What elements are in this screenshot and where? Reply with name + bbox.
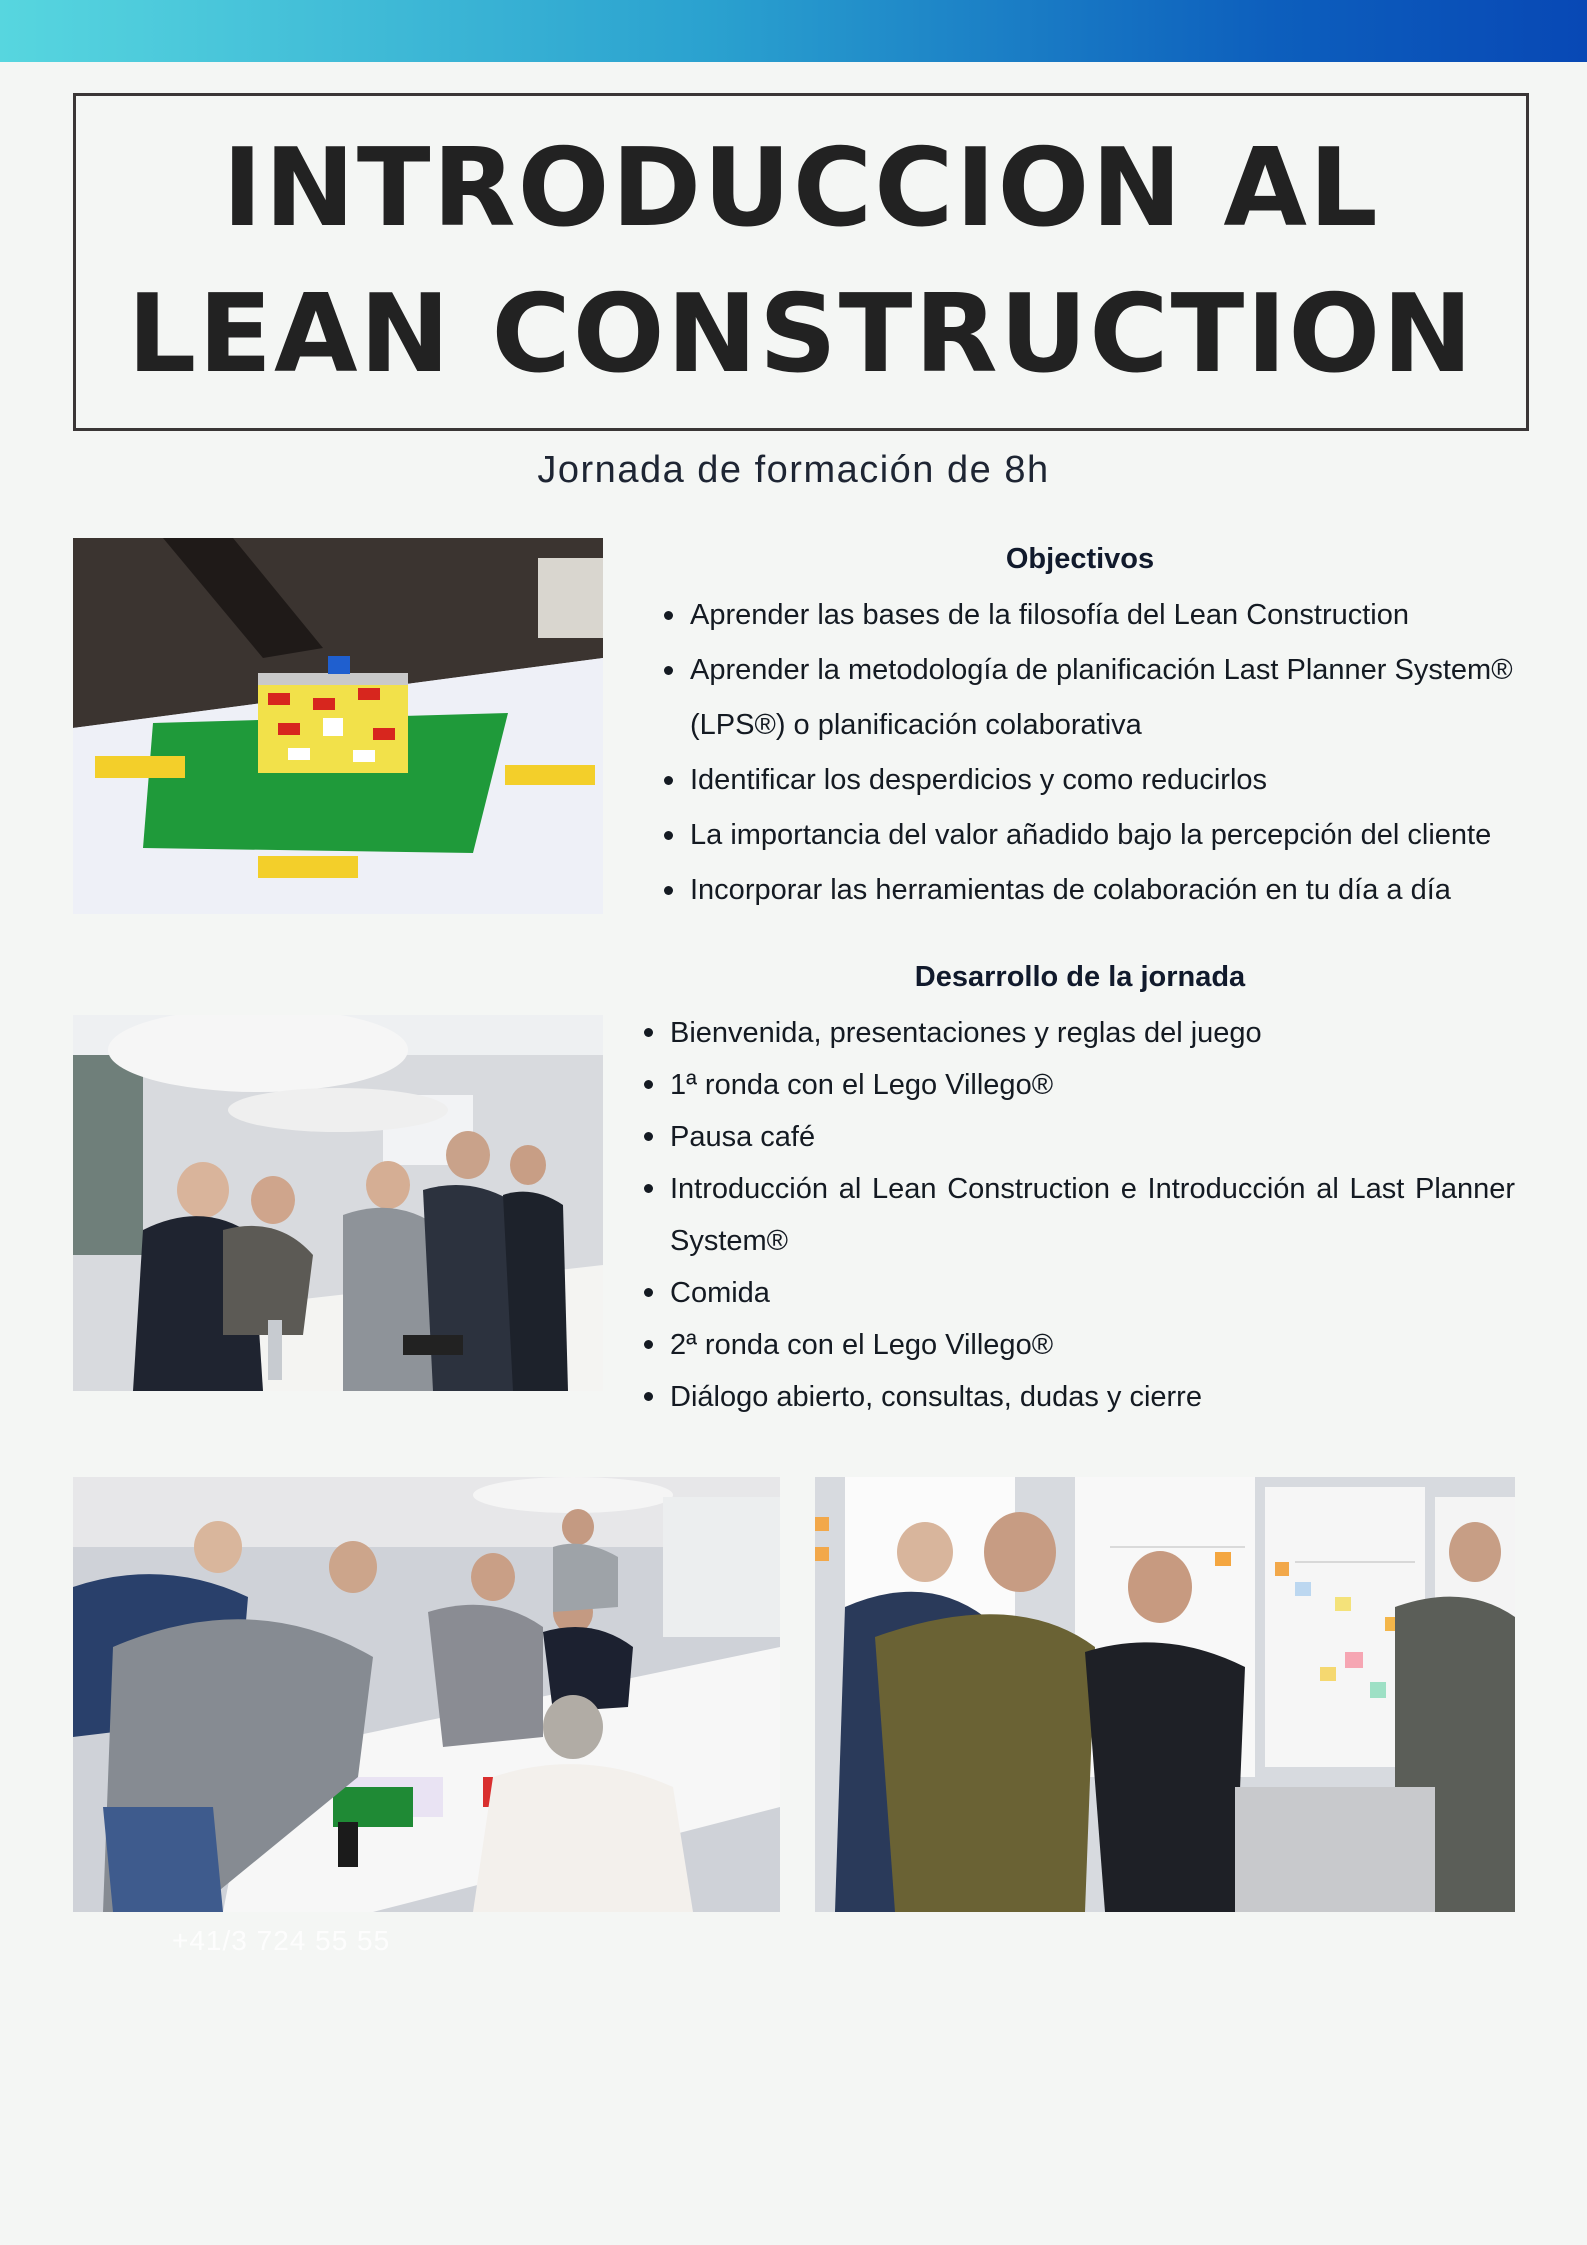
lego-house-photo (73, 538, 603, 914)
team-workshop-photo (73, 1015, 603, 1391)
top-gradient-bar (0, 0, 1587, 62)
list-item: 2ª ronda con el Lego Villego® (640, 1319, 1515, 1371)
desarrollo-list (640, 1007, 1515, 1423)
title-box (73, 93, 1529, 431)
list-item: Comida (640, 1267, 1515, 1319)
list-item: Diálogo abierto, consultas, dudas y cierre (640, 1371, 1515, 1423)
list-item: Introducción al Lean Construction e Introducción al Last Planner System® (640, 1163, 1515, 1267)
page-title-line-1: INTRODUCCION AL (222, 126, 1380, 251)
list-item: Bienvenida, presentaciones y reglas del juego (640, 1007, 1515, 1059)
objetivos-heading: Objectivos (1005, 543, 1155, 575)
list-item: Aprender la metodología de planificación Last Planner System® (LPS®) o planificación colaborativa (660, 643, 1540, 753)
page-subtitle: Jornada de formación de 8h (537, 449, 1050, 491)
list-item: Identificar los desperdicios y como reducirlos (660, 753, 1540, 808)
list-item: La importancia del valor añadido bajo la percepción del cliente (660, 808, 1540, 863)
list-item: Pausa café (640, 1111, 1515, 1163)
phone-number: +41/3 724 55 55 (172, 1925, 391, 1956)
page-title-line-2: LEAN CONSTRUCTION (127, 272, 1475, 397)
list-item: Incorporar las herramientas de colaboración en tu día a día (660, 863, 1540, 918)
group-building-photo (73, 1477, 780, 1912)
planning-board-photo (815, 1477, 1515, 1912)
objetivos-list (660, 588, 1540, 918)
list-item: 1ª ronda con el Lego Villego® (640, 1059, 1515, 1111)
desarrollo-heading: Desarrollo de la jornada (914, 961, 1246, 993)
list-item: Aprender las bases de la filosofía del Lean Construction (660, 588, 1540, 643)
